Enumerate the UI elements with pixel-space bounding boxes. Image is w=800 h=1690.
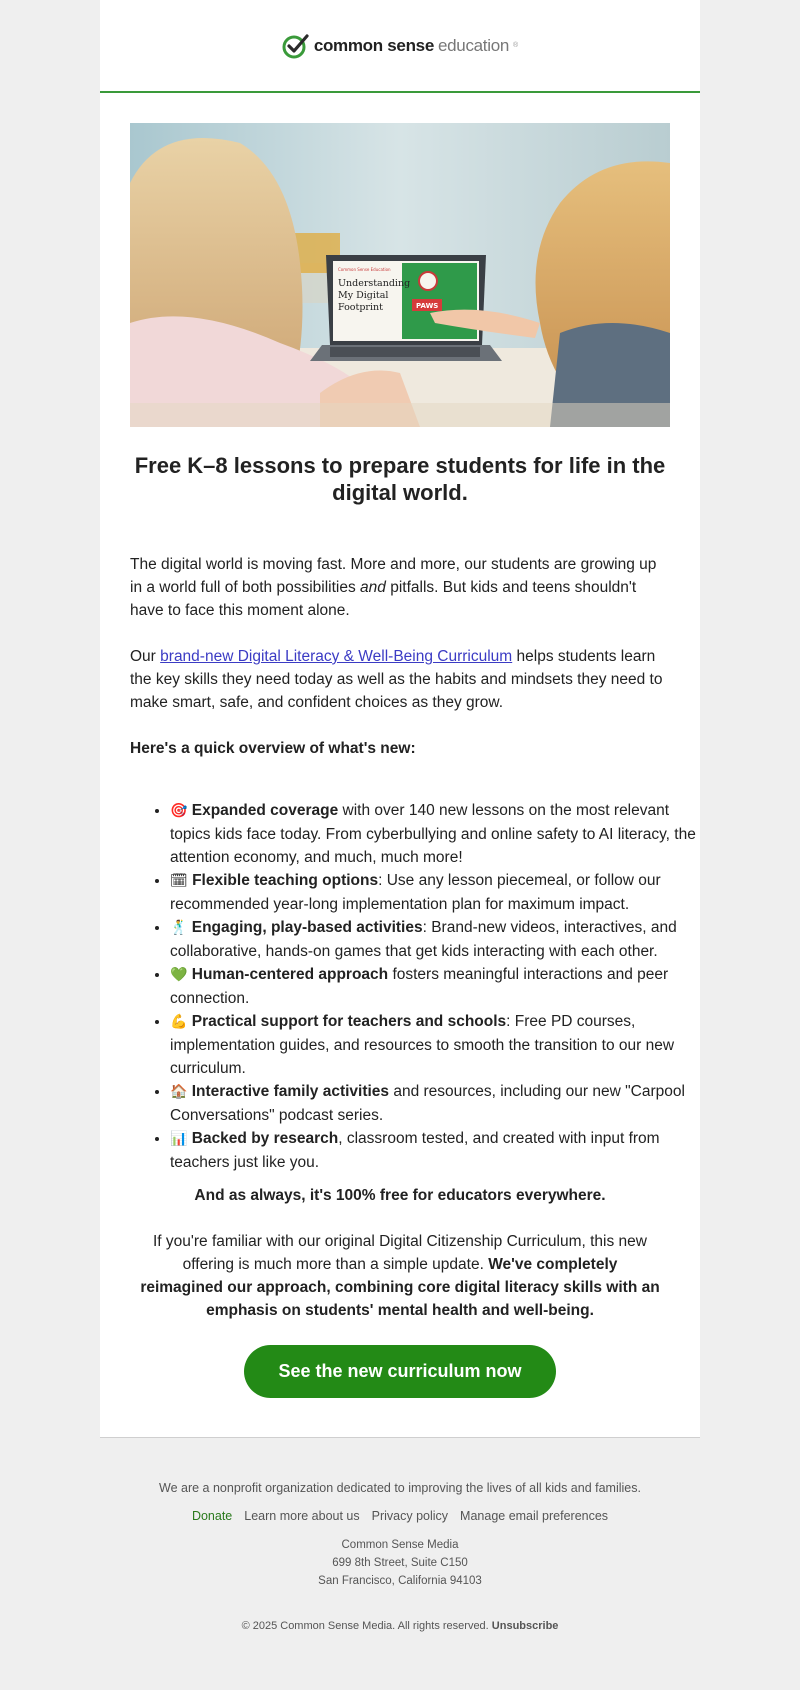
- feature-title: Backed by research: [191, 1130, 339, 1147]
- familiar-bold-text: We've completely reimagined our approach, combining core digital literacy skills with an emphasis on students' mental health and well-being.: [140, 1256, 660, 1319]
- email-header: [100, 0, 700, 93]
- footer-copyright: [100, 1617, 700, 1635]
- footer-mission: We are a nonprofit organization dedicated to improving the lives of all kids and families.: [159, 1481, 641, 1495]
- list-item: [170, 963, 710, 1010]
- brand-name-bold: common sense: [313, 35, 434, 55]
- checkmark-logo-icon: [282, 33, 310, 59]
- feature-text: and resources, including our new "Carpool Conversations" podcast series.: [170, 1083, 685, 1124]
- dancer-icon: 🕺: [170, 920, 188, 936]
- list-item: [170, 916, 710, 963]
- manage-preferences-link[interactable]: Manage email preferences: [460, 1509, 609, 1523]
- brand-name-light: education: [437, 35, 510, 55]
- intro-paragraph-1: [130, 553, 670, 622]
- footer-org: Common Sense Media: [341, 1539, 459, 1551]
- feature-title: Flexible teaching options: [192, 872, 379, 889]
- feature-text: fosters meaningful interactions and peer connection.: [170, 966, 669, 1007]
- intro-p1-emphasis: and: [360, 579, 386, 596]
- feature-title: Human-centered approach: [191, 966, 389, 983]
- list-item: [170, 1127, 710, 1174]
- bar-chart-icon: 📊: [170, 1131, 188, 1147]
- features-list: [140, 799, 710, 1174]
- svg-text:Understanding My Digit: Understanding My Digital Footprint: [338, 278, 411, 313]
- feature-text: , classroom tested, and created with input from teachers just like you.: [170, 1130, 660, 1171]
- familiar-text: If you're familiar with our original Digital Citizenship Curriculum, this new offering is much more than a simple update.: [153, 1233, 647, 1273]
- feature-title: Practical support for teachers and schools: [191, 1013, 507, 1030]
- hero-screen-kicker: Common Sense Education: [338, 267, 391, 272]
- intro-paragraph-2: [130, 645, 670, 714]
- list-item: [170, 799, 710, 869]
- headline: Free K–8 lessons to prepare students for life in the digital world.: [134, 453, 666, 505]
- house-icon: 🏠: [170, 1084, 188, 1100]
- learn-more-link[interactable]: Learn more about us: [244, 1509, 360, 1523]
- footer-city: San Francisco, California 94103: [318, 1575, 482, 1587]
- footer-links: [100, 1507, 700, 1525]
- intro-p1-text: The digital world is moving fast. More and more, our students are growing up in a world full of both possibilities: [130, 556, 657, 596]
- see-curriculum-button[interactable]: See the new curriculum now: [244, 1345, 556, 1398]
- hero-image: [130, 123, 670, 427]
- list-item: [170, 869, 710, 916]
- registered-mark: ®: [513, 42, 519, 49]
- intro-p1-text-end: pitfalls. But kids and teens shouldn't have to face this moment alone.: [130, 579, 637, 619]
- feature-title: Expanded coverage: [191, 802, 339, 819]
- list-item: [170, 1010, 710, 1080]
- hero-screen-badge: PAWS: [416, 302, 439, 310]
- heart-icon: 💚: [170, 967, 188, 983]
- curriculum-link[interactable]: brand-new Digital Literacy & Well-Being Curriculum: [160, 648, 513, 665]
- overview-heading: Here's a quick overview of what's new:: [130, 740, 416, 757]
- feature-text: with over 140 new lessons on the most relevant topics kids face today. From cyberbullying and online safety to AI literacy, the attention economy, and much, much more!: [170, 802, 696, 866]
- email-container: [100, 0, 700, 1672]
- feature-title: Engaging, play-based activities: [191, 919, 423, 936]
- footer-street: 699 8th Street, Suite C150: [332, 1557, 468, 1569]
- free-note: And as always, it's 100% free for educators everywhere.: [194, 1187, 606, 1204]
- donate-link[interactable]: Donate: [191, 1509, 233, 1523]
- feature-text: : Use any lesson piecemeal, or follow our recommended year-long implementation plan for maximum impact.: [170, 872, 661, 913]
- feature-text: : Free PD courses, implementation guides, and resources to smooth the transition to our new curriculum.: [170, 1013, 675, 1077]
- feature-text: : Brand-new videos, interactives, and collaborative, hands-on games that get kids interacting with each other.: [170, 919, 677, 960]
- intro-p2-text-end: helps students learn the key skills they need today as well as the habits and mindsets they need to make smart, safe, and confident choices as they grow.: [130, 648, 663, 711]
- copyright-text: © 2025 Common Sense Media. All rights reserved.: [241, 1620, 489, 1632]
- target-icon: 🎯: [170, 803, 188, 819]
- privacy-policy-link[interactable]: Privacy policy: [371, 1509, 449, 1523]
- feature-title: Interactive family activities: [191, 1083, 390, 1100]
- calendar-icon: 🗓: [170, 873, 188, 889]
- flexed-bicep-icon: 💪: [170, 1014, 188, 1030]
- unsubscribe-link[interactable]: Unsubscribe: [491, 1620, 559, 1632]
- intro-p2-text: Our: [130, 648, 161, 665]
- list-item: [170, 1080, 710, 1127]
- familiar-paragraph: [130, 1230, 670, 1322]
- brand-logo[interactable]: [282, 33, 518, 59]
